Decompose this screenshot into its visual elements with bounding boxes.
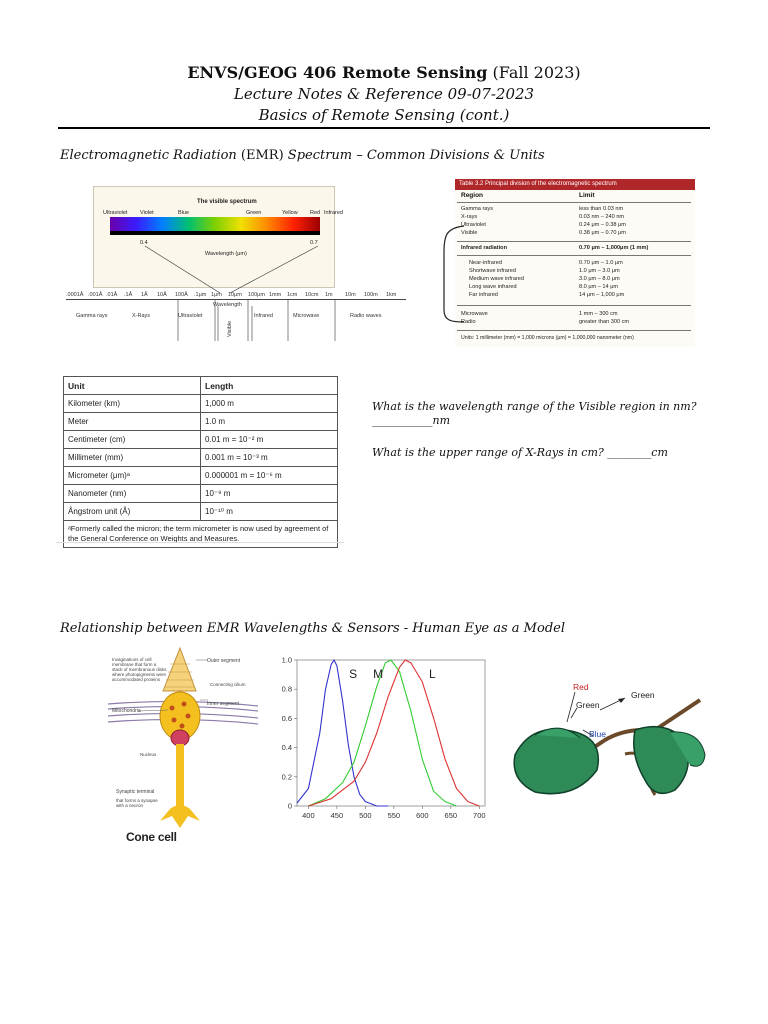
table-cell-region: Medium wave infrared xyxy=(469,276,525,282)
color-label: Green xyxy=(246,210,262,216)
header-divider xyxy=(58,127,710,129)
length-cell: 0.000001 m = 10⁻⁶ m xyxy=(201,467,338,485)
table-rule xyxy=(457,330,691,331)
table-footnote: ᵃFormerly called the micron; the term micrometer is now used by agreement of the General Conference on Weights and Measures. xyxy=(64,521,338,548)
scale-tick: 10cm xyxy=(305,292,319,298)
scale-tick: .01Å xyxy=(106,292,118,298)
color-label: Blue xyxy=(178,210,190,216)
color-label: Red xyxy=(310,210,321,216)
scale-tick: 1Å xyxy=(141,292,148,298)
em-division-table xyxy=(455,179,695,347)
table-cell-region: Gamma rays xyxy=(461,206,494,212)
unit-cell: Ångstrom unit (Å) xyxy=(64,503,201,521)
question-xray-range: What is the upper range of X-Rays in cm? ________cm xyxy=(372,446,668,459)
table-cell-region: Shortwave infrared xyxy=(469,268,516,274)
table-cell-limit: 0.70 μm – 1,000μm (1 mm) xyxy=(579,245,649,251)
table-cell-region: Near-infrared xyxy=(469,260,502,266)
scale-tick: .001Å xyxy=(88,292,103,298)
x-tick-label: 600 xyxy=(416,811,429,820)
table-cell-region: Long wave infrared xyxy=(469,284,517,290)
band-label: Gamma rays xyxy=(76,313,108,319)
table-cell-limit: 0.38 μm – 0.70 μm xyxy=(579,230,626,236)
table-cell-limit: 1.0 μm – 3.0 μm xyxy=(579,268,620,274)
band-label: X-Rays xyxy=(132,313,151,319)
scale-tick: 100Å xyxy=(175,292,188,298)
x-tick-label: 500 xyxy=(359,811,372,820)
unit-cell: Meter xyxy=(64,413,201,431)
cone-sensitivity-chart xyxy=(275,650,490,825)
section1-title-a: Electromagnetic Radiation xyxy=(60,148,237,163)
spectrum-baseline xyxy=(110,231,320,235)
table-cell-region: Ultraviolet xyxy=(461,222,486,228)
cone-label-invagination: Invaginations of cell membrane that form a stack of membranous disks where photopigments were accommodated proteins xyxy=(112,657,167,682)
y-tick-label: 0.6 xyxy=(281,713,292,723)
section2-heading: Relationship between EMR Wavelengths & Sensors - Human Eye as a Model xyxy=(60,621,565,636)
y-tick-label: 0.2 xyxy=(281,772,292,782)
section1-title-b: (EMR) xyxy=(236,148,288,163)
scale-tick: 1km xyxy=(386,292,397,298)
cone-label-inner: Inner segment xyxy=(207,701,239,707)
x-tick-label: 550 xyxy=(387,811,401,820)
wavelength-scale xyxy=(66,299,406,300)
scale-tick: .0001Å xyxy=(66,292,84,298)
table-cell-region: Microwave xyxy=(461,311,488,317)
unit-cell: Nanometer (nm) xyxy=(64,485,201,503)
course-term: (Fall 2023) xyxy=(487,63,581,82)
section1-heading xyxy=(60,148,545,163)
unit-length-table xyxy=(63,376,338,548)
table-row xyxy=(64,467,338,485)
table-footnote-row xyxy=(64,521,338,548)
cone-label-outer: Outer segment xyxy=(207,658,241,664)
cone-label-cilium: Connecting cilium xyxy=(210,682,246,687)
visible-spectrum-title: The visible spectrum xyxy=(197,199,257,205)
leaf-label-blue: Blue xyxy=(589,729,607,739)
table-cell-region: Far infrared xyxy=(469,292,498,298)
table-rule xyxy=(457,305,691,306)
table-cell-region: X-rays xyxy=(461,214,478,220)
course-title xyxy=(0,62,768,84)
scale-tick: .1Å xyxy=(124,292,133,298)
band-label: Microwave xyxy=(293,313,320,319)
series-label-s: S xyxy=(349,667,358,681)
cone-label-nucleus: Nucleus xyxy=(140,752,157,757)
table-row xyxy=(64,395,338,413)
table-rule xyxy=(457,202,691,203)
wavelength-label: Wavelength (μm) xyxy=(205,251,247,257)
y-tick-label: 1.0 xyxy=(281,655,292,665)
spectrum-left-value: 0.4 xyxy=(140,240,148,246)
table-cell-limit: less than 0.03 nm xyxy=(579,206,624,212)
unit-cell: Millimeter (mm) xyxy=(64,449,201,467)
table-rule xyxy=(457,255,691,256)
chart-plot-area xyxy=(297,660,485,806)
lecture-subtitle: Lecture Notes & Reference 09-07-2023 xyxy=(233,85,535,103)
unit-cell: Micrometer (μm)ᵃ xyxy=(64,467,201,485)
x-tick-label: 650 xyxy=(444,811,458,820)
table-rule xyxy=(457,241,691,242)
series-label-l: L xyxy=(428,667,436,681)
scale-tick: 10m xyxy=(345,292,356,298)
scale-tick: 100μm xyxy=(248,292,265,298)
table-row xyxy=(64,413,338,431)
table-row xyxy=(64,449,338,467)
table-caption: Table 3.2 Principal division of the electromagnetic spectrum xyxy=(455,179,695,190)
leaf-illustration xyxy=(505,670,715,810)
scale-tick: 10Å xyxy=(157,292,167,298)
leaf-label-red: Red xyxy=(573,682,589,692)
x-tick-label: 450 xyxy=(330,811,344,820)
x-tick-label: 400 xyxy=(302,811,315,820)
table-row xyxy=(64,431,338,449)
scale-tick: 1m xyxy=(325,292,333,298)
length-cell: 0.001 m = 10⁻³ m xyxy=(201,449,338,467)
scale-tick: 100m xyxy=(364,292,378,298)
answer-blank-visible[interactable]: ___________nm xyxy=(372,414,451,427)
table-row xyxy=(64,503,338,521)
question-visible-range: What is the wavelength range of the Visible region in nm? xyxy=(372,400,697,413)
visible-spectrum-bar xyxy=(110,217,320,231)
table-cell-limit: 0.03 nm – 240 nm xyxy=(579,214,625,220)
table-header-row xyxy=(64,377,338,395)
table-cell-limit: greater than 300 cm xyxy=(579,319,630,325)
scale-tick: 1cm xyxy=(287,292,298,298)
unit-cell: Kilometer (km) xyxy=(64,395,201,413)
scale-tick: 1mm xyxy=(269,292,282,298)
y-tick-label: 0.4 xyxy=(281,743,292,753)
length-cell: 0.01 m = 10⁻² m xyxy=(201,431,338,449)
band-label: Radio waves xyxy=(350,313,382,319)
header-length: Length xyxy=(201,377,338,395)
spectrum-right-value: 0.7 xyxy=(310,240,318,246)
scale-title: Wavelength xyxy=(213,302,242,308)
color-label: Violet xyxy=(140,210,154,216)
cone-label-mitochondria: Mitochondria xyxy=(112,708,141,714)
table-header-region: Region xyxy=(461,192,484,199)
leaf-label-green-outer: Green xyxy=(631,690,655,700)
table-cell-limit: 0.24 μm – 0.38 μm xyxy=(579,222,626,228)
cone-cell-title: Cone cell xyxy=(126,830,177,844)
table-cell-region: Visible xyxy=(461,230,478,236)
table-cell-limit: 8.0 μm – 14 μm xyxy=(579,284,619,290)
band-label: Visible xyxy=(227,320,234,338)
x-tick-label: 700 xyxy=(473,811,486,820)
color-label: Infrared xyxy=(324,210,343,216)
y-tick-label: 0 xyxy=(287,801,292,811)
length-cell: 1,000 m xyxy=(201,395,338,413)
section1-title-c: Spectrum – Common Divisions & Units xyxy=(287,148,545,163)
lecture-topic: Basics of Remote Sensing (cont.) xyxy=(258,106,510,124)
length-cell: 10⁻¹⁰ m xyxy=(201,503,338,521)
series-label-m: M xyxy=(373,667,384,681)
color-label: Ultraviolet xyxy=(103,210,128,216)
table-bracket-lines xyxy=(440,222,468,328)
table-cell-limit: 1 mm – 300 cm xyxy=(579,311,618,317)
table-header-limit: Limit xyxy=(579,192,595,199)
leaf-label-green-inner: Green xyxy=(576,700,600,710)
scale-tick: 1μm xyxy=(211,292,222,298)
unit-cell: Centimeter (cm) xyxy=(64,431,201,449)
scale-tick: .1μm xyxy=(194,292,207,298)
table-cell-region: Radio xyxy=(461,319,476,325)
table-cell-limit: 14 μm – 1,000 μm xyxy=(579,292,625,298)
scale-tick: 10μm xyxy=(228,292,242,298)
table-shadow xyxy=(56,542,344,543)
table-cell-limit: 0.70 μm – 1.0 μm xyxy=(579,260,623,266)
table-cell-region: Infrared radiation xyxy=(461,245,508,251)
length-cell: 1.0 m xyxy=(201,413,338,431)
header-unit: Unit xyxy=(64,377,201,395)
band-label: Infrared xyxy=(254,313,273,319)
color-label: Yellow xyxy=(282,210,298,216)
cone-label-synaptic-sub: that forms a synapse with a neuron xyxy=(116,798,158,808)
table-row xyxy=(64,485,338,503)
spectrum-connector-lines xyxy=(60,236,420,346)
table-cell-limit: 3.0 μm – 8.0 μm xyxy=(579,276,620,282)
document-header xyxy=(0,62,768,126)
course-name: ENVS/GEOG 406 Remote Sensing xyxy=(187,63,488,82)
length-cell: 10⁻⁹ m xyxy=(201,485,338,503)
table-units-note: Units: 1 millimeter (mm) = 1,000 microns (μm) = 1,000,000 nanometer (nm) xyxy=(461,335,634,341)
band-label: Ultraviolet xyxy=(178,313,203,319)
y-tick-label: 0.8 xyxy=(281,684,292,694)
cone-label-synaptic: Synaptic terminal xyxy=(116,789,155,795)
